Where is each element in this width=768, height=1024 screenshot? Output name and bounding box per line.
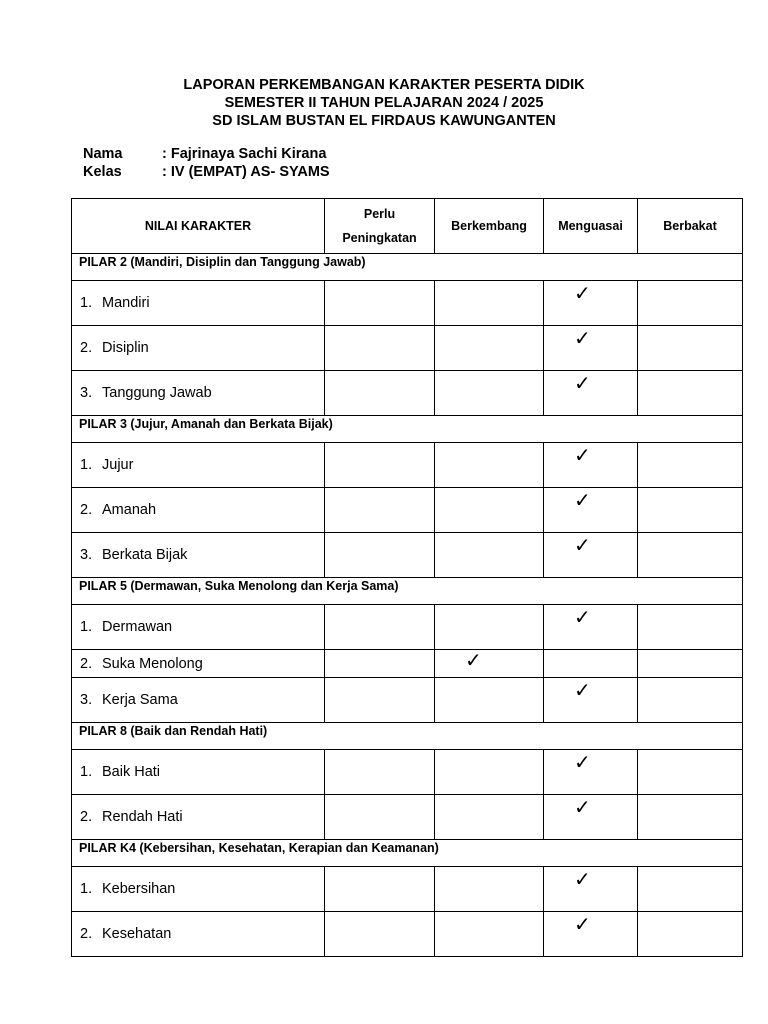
cell-berkembang [435,488,544,533]
report-title: LAPORAN PERKEMBANGAN KARAKTER PESERTA DIDIK [183,77,585,93]
cell-menguasai [544,533,638,578]
pilar-row [72,723,743,750]
checkmark-icon: ✓ [574,750,591,774]
cell-berkembang [435,326,544,371]
cell-perlu [325,867,435,912]
table-row [72,443,743,488]
item-number: 2. [80,502,93,518]
cell-berbakat [638,326,743,371]
checkmark-icon: ✓ [574,443,591,467]
cell-menguasai [544,678,638,723]
table-row [72,605,743,650]
cell-perlu [325,533,435,578]
item-label: Mandiri [102,295,150,311]
table-row [72,650,743,678]
character-name-cell [72,795,325,840]
cell-berkembang [435,281,544,326]
table-row [72,750,743,795]
table-header-row [72,199,743,254]
checkmark-icon: ✓ [574,605,591,629]
table-row [72,867,743,912]
cell-berbakat [638,867,743,912]
col-header-perlu [325,199,435,254]
name-value: : Fajrinaya Sachi Kirana [162,146,327,162]
item-label: Kebersihan [102,881,176,897]
cell-perlu [325,326,435,371]
character-name-cell [72,326,325,371]
character-name-cell [72,678,325,723]
perlu-line2: Peningkatan [342,231,417,245]
item-label: Disiplin [102,340,149,356]
student-name-row [83,145,330,163]
table-row [72,678,743,723]
col-header-nilai: NILAI KARAKTER [72,199,325,254]
item-label: Baik Hati [102,764,161,780]
item-label: Amanah [102,502,157,518]
cell-berbakat [638,750,743,795]
character-name-cell [72,650,325,678]
cell-berbakat [638,371,743,416]
col-header-berkembang: Berkembang [435,199,544,254]
cell-berkembang [435,678,544,723]
col-header-menguasai: Menguasai [544,199,638,254]
item-label: Berkata Bijak [102,547,188,563]
item-label: Suka Menolong [102,655,203,672]
cell-menguasai [544,795,638,840]
name-label: Nama [83,146,123,162]
cell-perlu [325,750,435,795]
checkmark-icon: ✓ [574,371,591,395]
cell-perlu [325,678,435,723]
item-label: Dermawan [102,619,173,635]
cell-berbakat [638,533,743,578]
item-number: 1. [80,457,93,473]
pilar-row [72,578,743,605]
character-name-cell [72,912,325,957]
character-report-table [71,198,743,957]
cell-berkembang [435,867,544,912]
item-number: 1. [80,619,93,635]
cell-berbakat [638,795,743,840]
table-row [72,326,743,371]
perlu-line1: Perlu [363,207,396,221]
class-label: Kelas [83,164,122,180]
character-name-cell [72,750,325,795]
item-label: Jujur [102,457,134,473]
cell-berkembang [435,795,544,840]
cell-berkembang [435,912,544,957]
table-row [72,795,743,840]
cell-berbakat [638,281,743,326]
cell-berkembang [435,533,544,578]
item-number: 1. [80,881,93,897]
item-number: 3. [80,692,93,708]
item-label: Kerja Sama [102,692,178,708]
item-number: 3. [80,547,93,563]
cell-perlu [325,281,435,326]
checkmark-icon: ✓ [574,488,591,512]
cell-berkembang [435,443,544,488]
cell-berkembang [435,371,544,416]
pilar-row [72,254,743,281]
item-number: 3. [80,385,93,401]
cell-menguasai [544,371,638,416]
checkmark-icon: ✓ [574,795,591,819]
cell-perlu [325,912,435,957]
table-row [72,533,743,578]
cell-perlu [325,488,435,533]
character-name-cell [72,867,325,912]
student-info [83,145,330,181]
col-header-berbakat: Berbakat [638,199,743,254]
cell-perlu [325,795,435,840]
character-name-cell [72,488,325,533]
cell-berbakat [638,912,743,957]
item-number: 2. [80,809,93,825]
cell-menguasai [544,912,638,957]
cell-perlu [325,605,435,650]
cell-menguasai [544,488,638,533]
cell-menguasai [544,750,638,795]
character-name-cell [72,371,325,416]
cell-berbakat [638,443,743,488]
item-number: 1. [80,295,93,311]
pilar-title: PILAR 8 (Baik dan Rendah Hati) [72,723,743,750]
report-header [0,76,768,130]
table-row [72,371,743,416]
cell-perlu [325,443,435,488]
report-school: SD ISLAM BUSTAN EL FIRDAUS KAWUNGANTEN [212,113,556,129]
item-number: 2. [80,926,93,942]
cell-berkembang [435,750,544,795]
checkmark-icon: ✓ [465,648,482,672]
checkmark-icon: ✓ [574,533,591,557]
pilar-title: PILAR 5 (Dermawan, Suka Menolong dan Kerja Sama) [72,578,743,605]
cell-berbakat [638,678,743,723]
student-class-row [83,163,330,181]
table-row [72,488,743,533]
character-name-cell [72,533,325,578]
checkmark-icon: ✓ [574,912,591,936]
table-body [72,254,743,957]
pilar-title: PILAR K4 (Kebersihan, Kesehatan, Kerapian dan Keamanan) [72,840,743,867]
pilar-title: PILAR 3 (Jujur, Amanah dan Berkata Bijak) [72,416,743,443]
class-value: : IV (EMPAT) AS- SYAMS [162,164,330,180]
checkmark-icon: ✓ [574,678,591,702]
item-label: Tanggung Jawab [102,385,212,401]
cell-menguasai [544,650,638,678]
cell-berkembang [435,650,544,678]
item-number: 1. [80,764,93,780]
table-row [72,912,743,957]
character-name-cell [72,605,325,650]
checkmark-icon: ✓ [574,281,591,305]
table-row [72,281,743,326]
cell-menguasai [544,281,638,326]
cell-berbakat [638,605,743,650]
cell-berkembang [435,605,544,650]
character-name-cell [72,281,325,326]
cell-menguasai [544,443,638,488]
checkmark-icon: ✓ [574,326,591,350]
cell-menguasai [544,867,638,912]
cell-berbakat [638,488,743,533]
item-number: 2. [80,655,93,672]
item-label: Rendah Hati [102,809,183,825]
report-semester: SEMESTER II TAHUN PELAJARAN 2024 / 2025 [224,95,544,111]
cell-perlu [325,371,435,416]
pilar-row [72,416,743,443]
character-name-cell [72,443,325,488]
cell-perlu [325,650,435,678]
cell-menguasai [544,326,638,371]
item-label: Kesehatan [102,926,172,942]
pilar-row [72,840,743,867]
pilar-title: PILAR 2 (Mandiri, Disiplin dan Tanggung Jawab) [72,254,743,281]
checkmark-icon: ✓ [574,867,591,891]
cell-berbakat [638,650,743,678]
item-number: 2. [80,340,93,356]
cell-menguasai [544,605,638,650]
